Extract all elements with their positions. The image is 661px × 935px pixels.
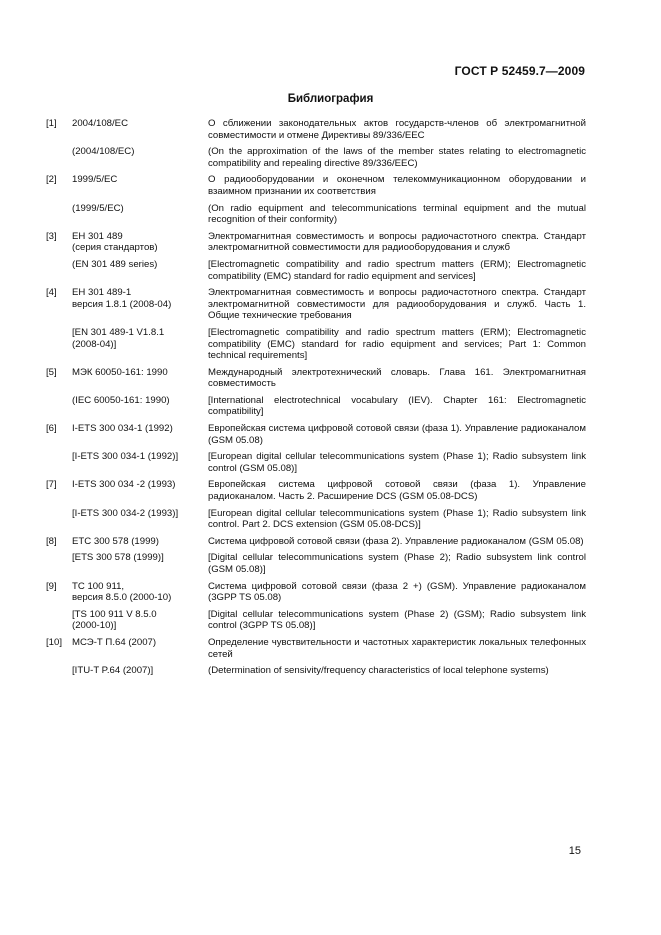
document-code: (1999/5/EC) [72, 202, 124, 214]
entry-row [46, 479, 586, 502]
document-code: [I-ETS 300 034-2 (1993)] [72, 507, 179, 519]
document-id: ГОСТ Р 52459.7—2009 [454, 64, 585, 78]
document-code: I-ETS 300 034 -2 (1993) [72, 479, 176, 491]
entry-number: [4] [46, 287, 57, 299]
entry-number: [10] [46, 636, 63, 648]
document-code: [ETS 300 578 (1999)] [72, 552, 164, 564]
bibliography-entry [46, 423, 586, 474]
document-code: [I-ETS 300 034-1 (1992)] [72, 451, 179, 463]
document-code: I-ETS 300 034-1 (1992) [72, 423, 173, 435]
bibliography-entry [46, 581, 586, 632]
document-description: Электромагнитная совместимость и вопросы радиочастотного спектра. Стандарт электромагнитной совместимости для радиооборудования и служб. Часть 1. Общие технические требования [208, 287, 586, 322]
bibliography-entry [46, 367, 586, 418]
document-code: [ITU-T P.64 (2007)] [72, 665, 154, 677]
entry-row [46, 637, 586, 660]
document-code: [TS 100 911 V 8.5.0 (2000-10)] [72, 608, 157, 632]
bibliography-entry [46, 118, 586, 169]
document-description: Международный электротехнический словарь. Глава 161. Электромагнитная совместимость [208, 366, 586, 390]
document-description: Определение чувствительности и частотных характеристик локальных телефонных сетей [208, 636, 586, 660]
entry-row [46, 327, 586, 362]
entry-row [46, 395, 586, 418]
entry-row [46, 581, 586, 604]
document-description: (Determination of sensivity/frequency characteristics of local telephone systems) [208, 665, 549, 677]
bibliography-entry [46, 174, 586, 225]
bibliography-entry [46, 479, 586, 530]
document-description: О радиооборудовании и оконечном телекоммуникационном оборудовании и взаимном признании их соответствия [208, 174, 586, 197]
entry-row [46, 451, 586, 474]
entry-row [46, 367, 586, 390]
bibliography-entry [46, 637, 586, 677]
document-code: ТС 100 911, версия 8.5.0 (2000-10) [72, 580, 172, 604]
document-code: [EN 301 489-1 V1.8.1 (2008-04)] [72, 326, 165, 350]
entry-row [46, 536, 586, 548]
document-code: МЭК 60050-161: 1990 [72, 366, 168, 378]
bibliography-list [46, 118, 586, 682]
bibliography-title: Библиография [287, 93, 374, 105]
entry-number: [6] [46, 423, 57, 435]
document-code: (IEC 60050-161: 1990) [72, 394, 170, 406]
document-description: [Electromagnetic compatibility and radio spectrum matters (ERM); Electromagnetic compatibility (EMC) standard for radio equipment and services] [208, 258, 586, 282]
page-number: 15 [568, 845, 581, 857]
bibliography-entry [46, 231, 586, 282]
entry-number: [2] [46, 174, 57, 186]
entry-row [46, 146, 586, 169]
entry-row [46, 231, 586, 254]
entry-number: [8] [46, 535, 57, 547]
entry-number: [7] [46, 479, 57, 491]
document-code: ETC 300 578 (1999) [72, 535, 159, 547]
document-description: Европейская система цифровой сотовой связи (фаза 1). Управление радиоканалом. Часть 2. Расширение DCS (GSM 05.08-DCS) [208, 479, 586, 503]
document-description: (On radio equipment and telecommunications terminal equipment and the mutual recognition of their conformity) [208, 202, 586, 226]
document-description: Система цифровой сотовой связи (фаза 2 +) (GSM). Управление радиоканалом (3GPP TS 05.08) [208, 580, 586, 604]
document-description: [European digital cellular telecommunications system (Phase 1); Radio subsystem link control. Part 2. DCS extension (GSM 05.08-DCS)] [208, 507, 586, 531]
document-description: Электромагнитная совместимость и вопросы радиочастотного спектра. Стандарт электромагнитной совместимости для радиооборудования и служб [208, 230, 586, 254]
document-description: Европейская система цифровой сотовой связи (фаза 1). Управление радиоканалом (GSM 05.08) [208, 423, 586, 446]
bibliography-entry [46, 536, 586, 576]
document-code: ЕН 301 489 (серия стандартов) [72, 230, 158, 254]
document-code: (EN 301 489 series) [72, 258, 158, 270]
document-description: (On the approximation of the laws of the member states relating to electromagnetic compatibility and repealing directive 89/336/EEC) [208, 146, 586, 169]
document-code: ЕН 301 489-1 версия 1.8.1 (2008-04) [72, 287, 172, 310]
document-description: [International electrotechnical vocabulary (IEV). Chapter 161: Electromagnetic compatibility] [208, 394, 586, 418]
document-code: (2004/108/ЕС) [72, 146, 135, 158]
entry-row [46, 174, 586, 197]
entry-number: [1] [46, 118, 57, 129]
entry-row [46, 423, 586, 446]
entry-number: [9] [46, 580, 57, 592]
entry-row [46, 665, 586, 677]
document-description: Система цифровой сотовой связи (фаза 2). Управление радиоканалом (GSM 05.08) [208, 535, 584, 547]
entry-row [46, 203, 586, 226]
document-description: О сближении законодательных актов государств-членов об электромагнитной совместимости и отмене Директивы 89/336/ЕЕС [208, 118, 586, 141]
document-code: 1999/5/EC [72, 174, 118, 186]
document-description: [Digital cellular telecommunications system (Phase 2); Radio subsystem link control (GSM 05.08)] [208, 552, 586, 575]
entry-row [46, 609, 586, 632]
document-description: [Electromagnetic compatibility and radio spectrum matters (ERM); Electromagnetic compatibility (EMC) standard for radio equipment and services; Part 1: Common technical requirements] [208, 326, 586, 362]
entry-row [46, 118, 586, 141]
document-description: [European digital cellular telecommunications system (Phase 1); Radio subsystem link control (GSM 05.08)] [208, 451, 586, 474]
entry-row [46, 552, 586, 575]
entry-number: [3] [46, 230, 57, 242]
document-code: МСЭ-Т П.64 (2007) [72, 636, 157, 648]
entry-row [46, 287, 586, 322]
document-code: 2004/108/ЕС [72, 118, 129, 129]
document-description: [Digital cellular telecommunications system (Phase 2) (GSM); Radio subsystem link control (3GPP TS 05.08)] [208, 608, 586, 632]
entry-row [46, 508, 586, 531]
entry-number: [5] [46, 366, 57, 378]
entry-row [46, 259, 586, 282]
bibliography-entry [46, 287, 586, 362]
